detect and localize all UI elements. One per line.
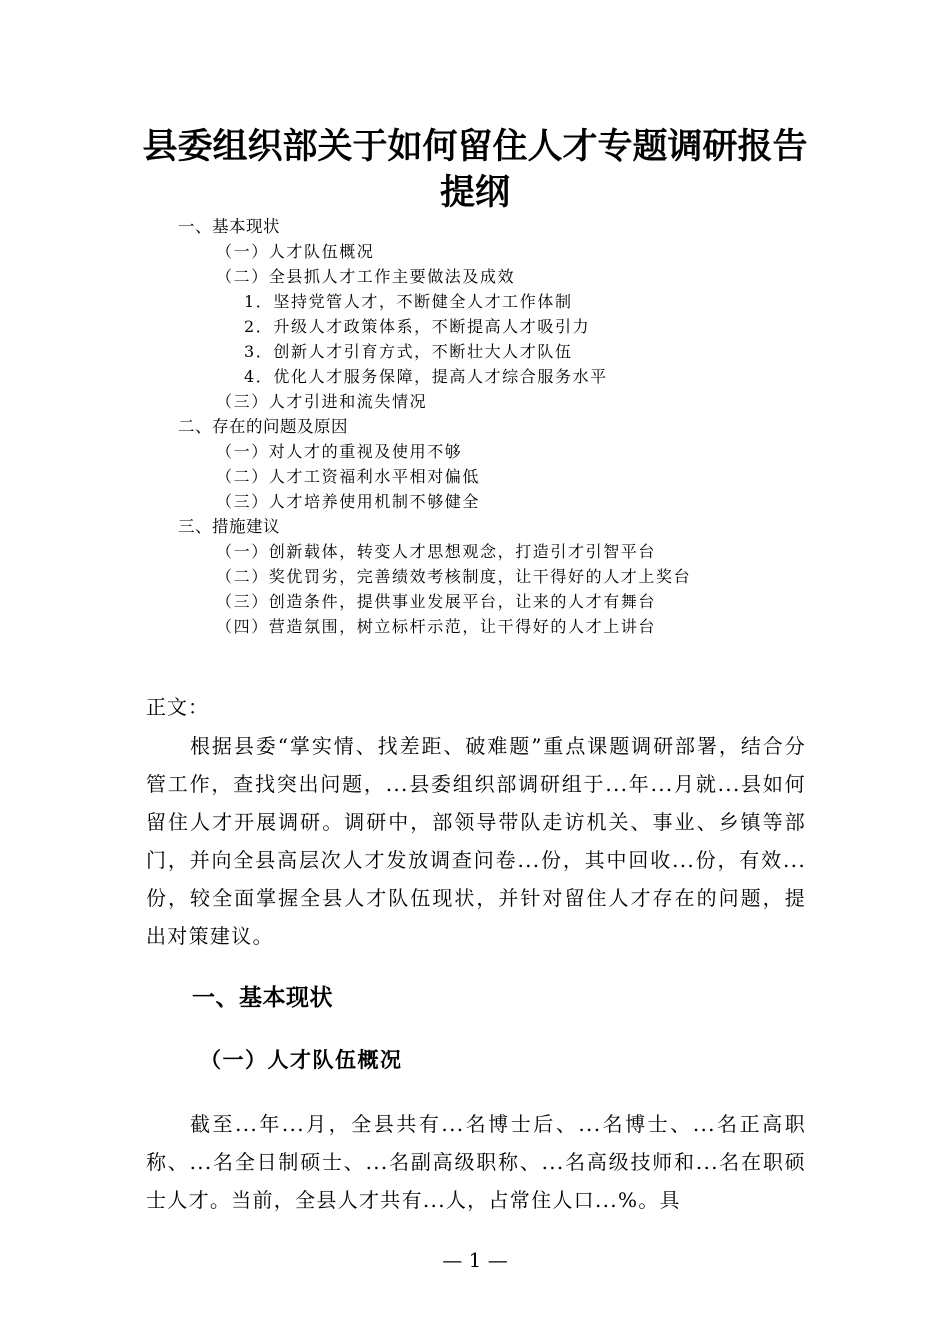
outline-item: 1．坚持党管人才，不断健全人才工作体制: [244, 292, 573, 311]
outline-item: （三）创造条件，提供事业发展平台，让来的人才有舞台: [216, 592, 657, 611]
outline-item: （一）人才队伍概况: [216, 242, 375, 261]
outline-item: （二）人才工资福利水平相对偏低: [216, 467, 481, 486]
outline-item: （一）对人才的重视及使用不够: [216, 442, 463, 461]
body-label: 正文：: [146, 695, 209, 719]
outline-item: （三）人才培养使用机制不够健全: [216, 492, 481, 511]
outline-item: （三）人才引进和流失情况: [216, 392, 428, 411]
outline-item: （二）奖优罚劣，完善绩效考核制度，让干得好的人才上奖台: [216, 567, 692, 586]
outline-item: 二、存在的问题及原因: [178, 417, 348, 436]
section-heading: 一、基本现状: [192, 985, 333, 1011]
outline-item: （四）营造氛围，树立标杆示范，让干得好的人才上讲台: [216, 617, 657, 636]
outline-item: 4．优化人才服务保障，提高人才综合服务水平: [244, 367, 608, 386]
outline-item: （一）创新载体，转变人才思想观念，打造引才引智平台: [216, 542, 657, 561]
outline-item: 一、基本现状: [178, 217, 280, 236]
body-paragraph: 截至...年...月，全县共有...名博士后、...名博士、...名正高职称、...名全日制硕士、...名副高级职称、...名高级技师和...名在职硕士人才。当前，全县人才共有...人，占常住人口...%。具: [146, 1112, 806, 1212]
document-title-line-1: 县委组织部关于如何留住人才专题调研报告: [142, 127, 808, 167]
outline-item: 三、措施建议: [178, 517, 280, 536]
page-number: — 1 —: [442, 1248, 508, 1272]
body-paragraph: 根据县委“掌实情、找差距、破难题”重点课题调研部署，结合分管工作，查找突出问题，...县委组织部调研组于...年...月就...县如何留住人才开展调研。调研中，部领导带队走访机关、事业、乡镇等部门，并向全县高层次人才发放调查问卷...份，其中回收...份，有效...份，较全面掌握全县人才队伍现状，并针对留住人才存在的问题，提出对策建议。: [146, 734, 806, 948]
outline-item: 2．升级人才政策体系，不断提高人才吸引力: [244, 317, 591, 336]
outline-item: 3．创新人才引育方式，不断壮大人才队伍: [244, 342, 573, 361]
subsection-heading: （一）人才队伍概况: [200, 1047, 403, 1072]
document-title-line-2: 提纲: [439, 173, 510, 213]
outline-item: （二）全县抓人才工作主要做法及成效: [216, 267, 516, 286]
